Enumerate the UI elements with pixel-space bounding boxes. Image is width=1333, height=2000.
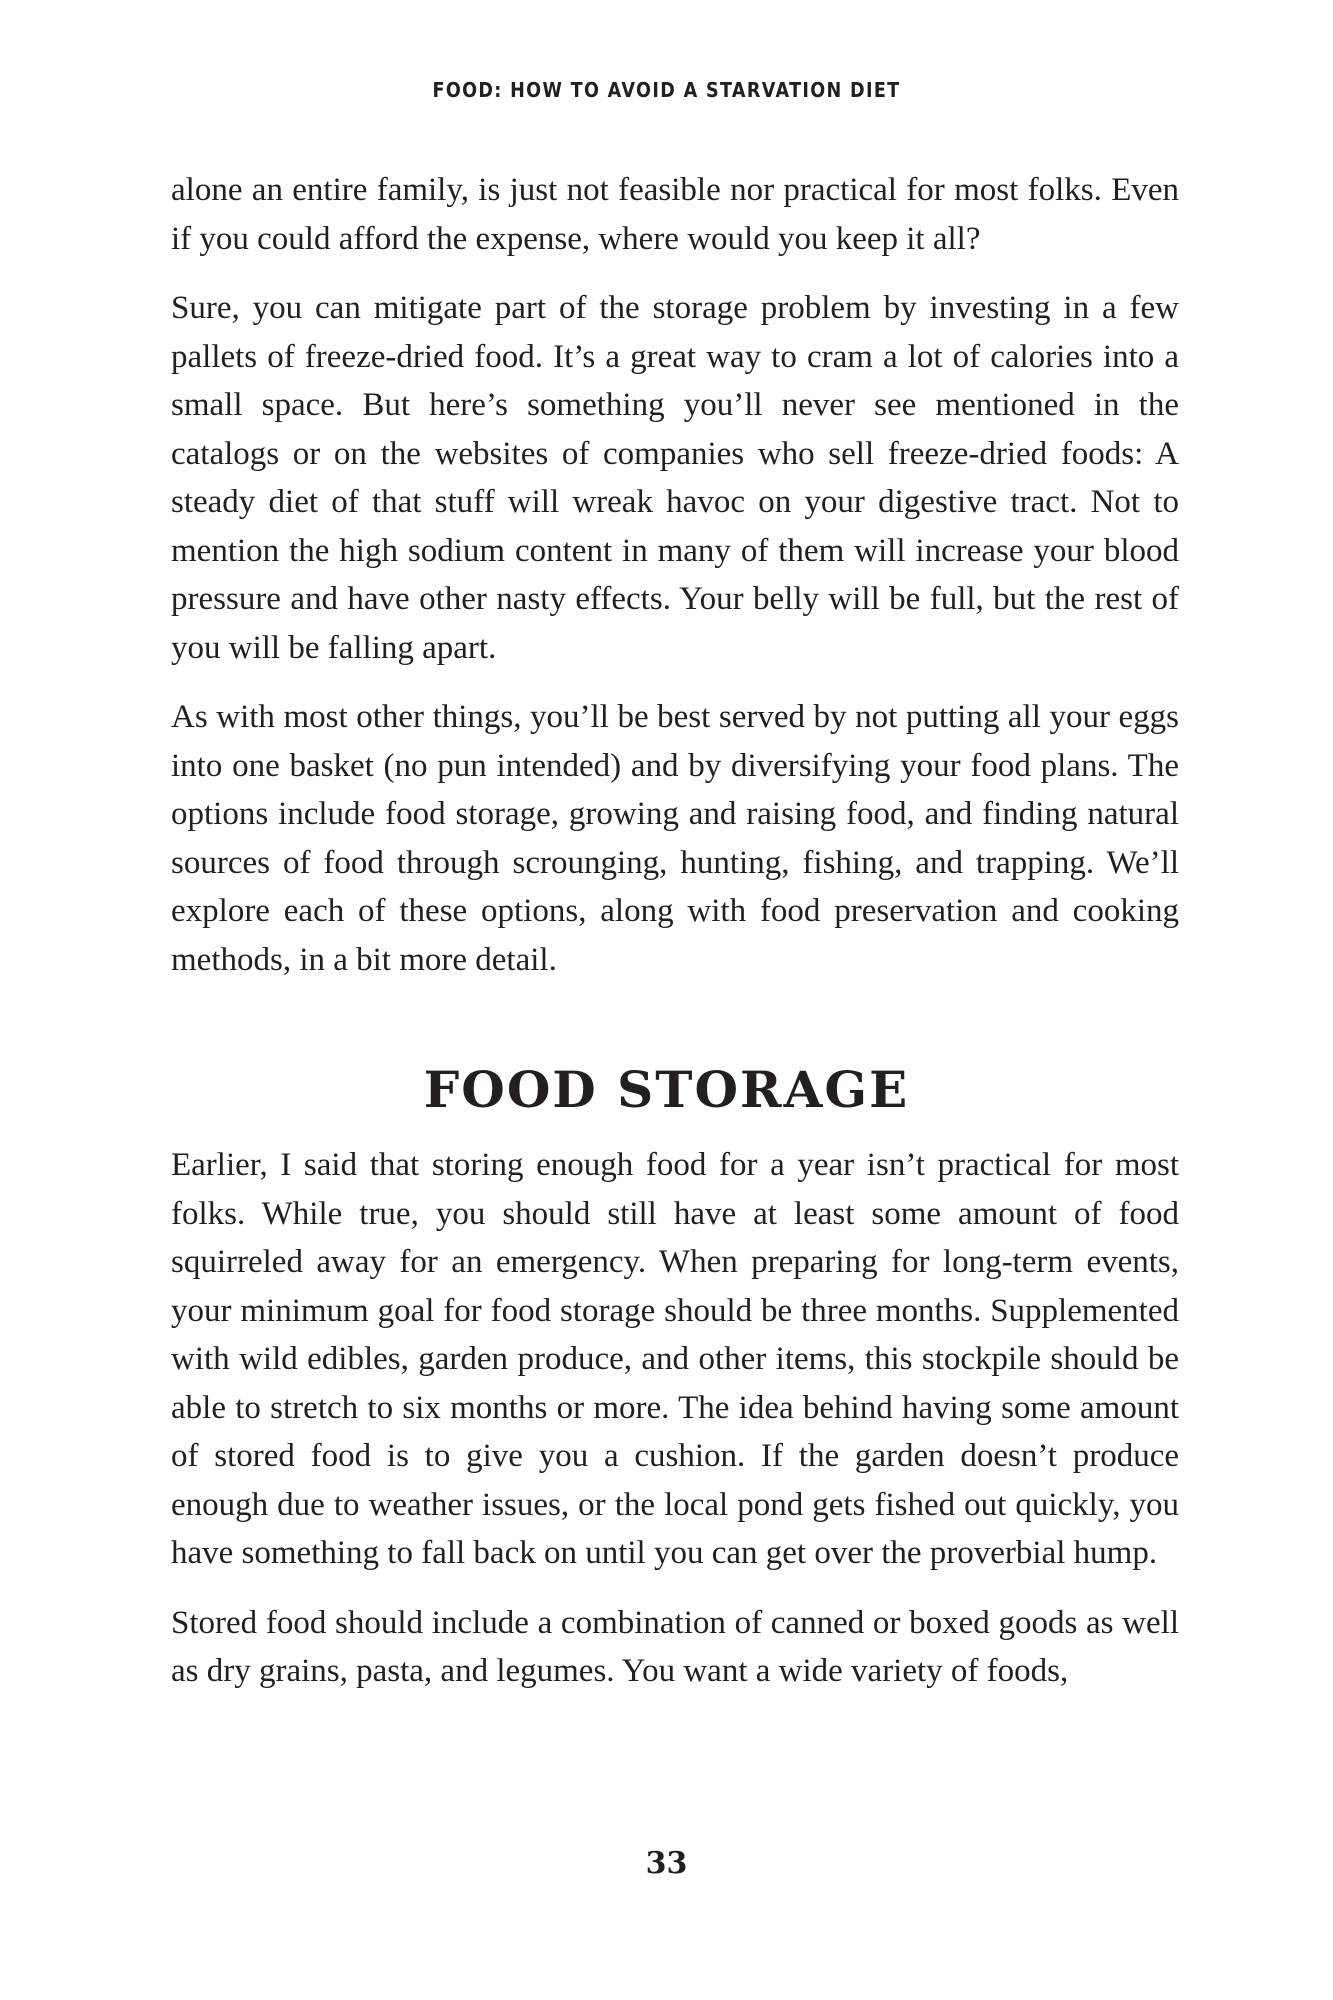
page-number: 33 bbox=[645, 1846, 688, 1881]
running-head: FOOD: HOW TO AVOID A STARVATION DIET bbox=[432, 78, 901, 102]
intro-paragraph-1: alone an entire family, is just not feasible nor practical for most folks. Even if you could afford the expense, where would you keep it all? bbox=[171, 172, 1179, 257]
intro-paragraph-3: As with most other things, you’ll be best served by not putting all your eggs into one basket (no pun intended) and by diversifying your food plans. The options include food storage, growing and raising food, and finding natural sources of food through scrounging, hunting, fishing, and trapping. We’ll explore each of these options, along with food preservation and cooking methods, in a bit more detail. bbox=[171, 699, 1179, 978]
intro-text bbox=[171, 166, 1179, 984]
section-paragraph-1: Earlier, I said that storing enough food for a year isn’t practical for most folks. While true, you should still have at least some amount of food squirreled away for an emergency. When preparing for long-term events, your minimum goal for food storage should be three months. Supplemented with wild edibles, garden produce, and other items, this stockpile should be able to stretch to six months or more. The idea behind having some amount of stored food is to give you a cushion. If the garden doesn’t produce enough due to weather issues, or the local pond gets fished out quickly, you have something to fall back on until you can get over the proverbial hump. bbox=[171, 1147, 1179, 1571]
section-heading: FOOD STORAGE bbox=[423, 1060, 910, 1119]
section-paragraph-2: Stored food should include a combination of canned or boxed goods as well as dry grains, pasta, and legumes. You want a wide variety of foods, bbox=[171, 1604, 1179, 1689]
intro-paragraph-2: Sure, you can mitigate part of the storage problem by investing in a few pallets of freeze-dried food. It’s a great way to cram a lot of calories into a small space. But here’s something you’ll never see mentioned in the catalogs or on the websites of companies who sell freeze-dried foods: A steady diet of that stuff will wreak havoc on your digestive tract. Not to mention the high sodium content in many of them will increase your blood pressure and have other nasty effects. Your belly will be full, but the rest of you will be falling apart. bbox=[171, 290, 1179, 666]
section-text bbox=[171, 1141, 1179, 1696]
